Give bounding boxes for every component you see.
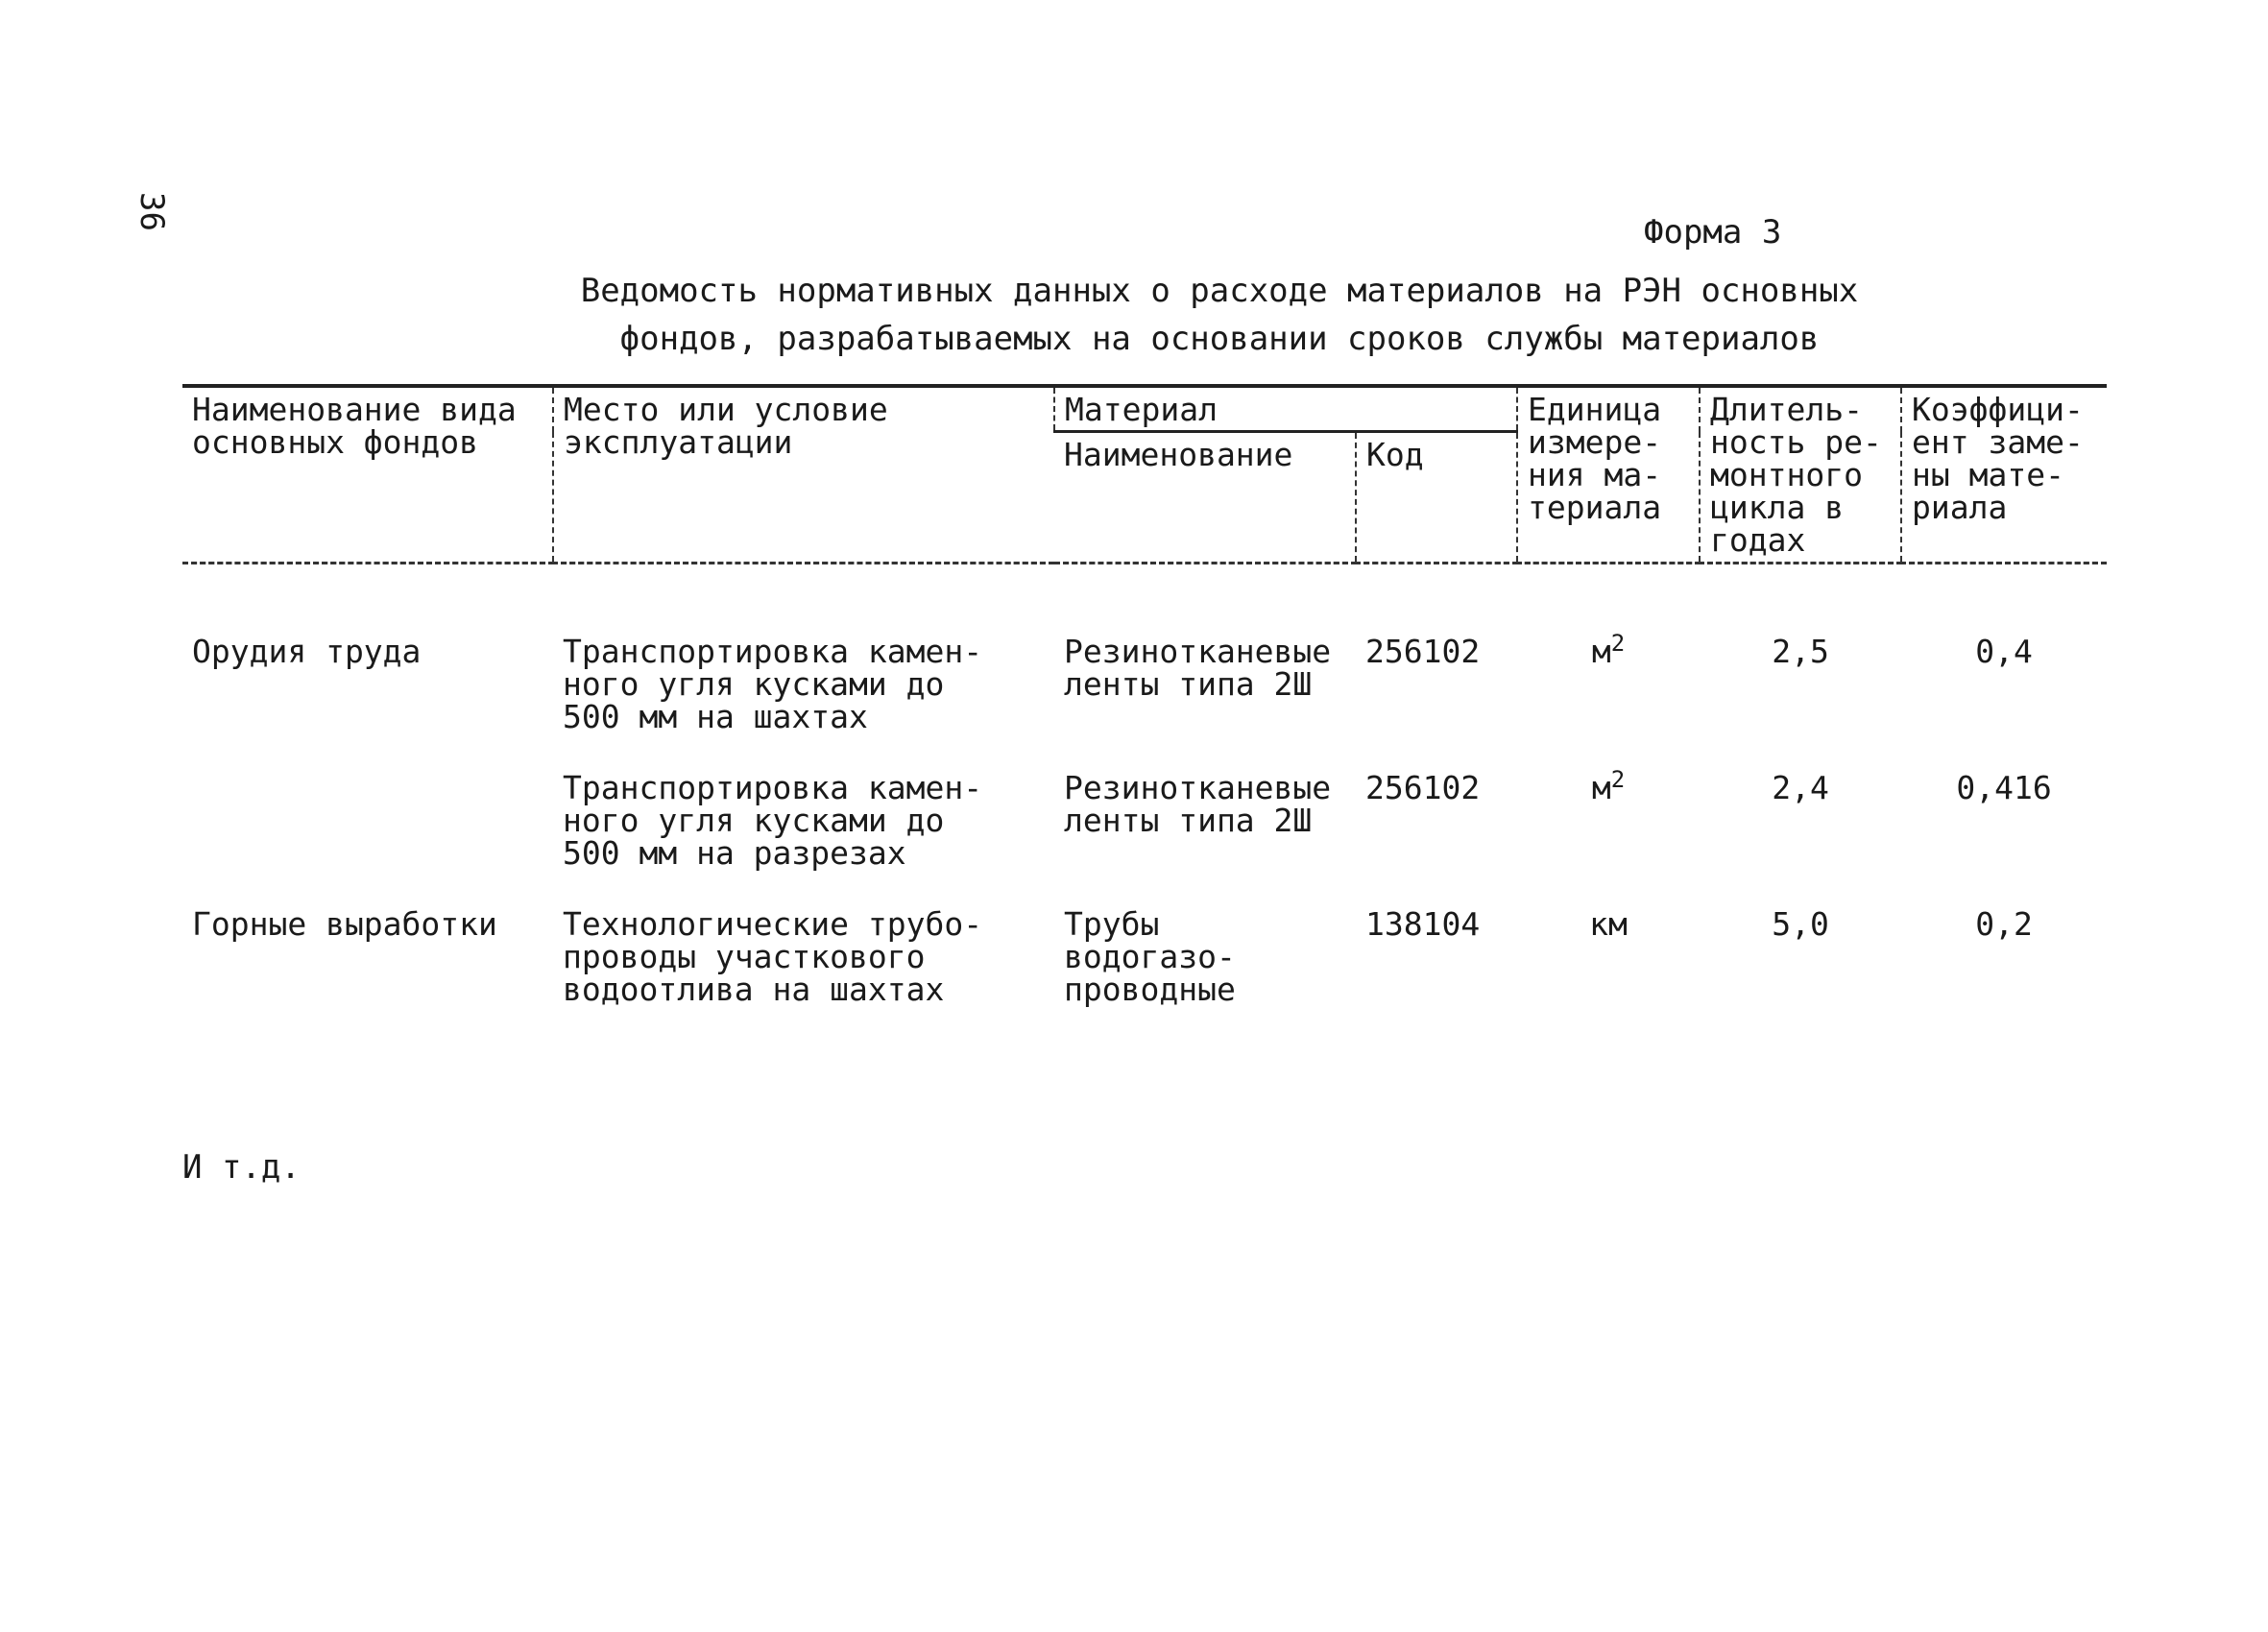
cell-material-name: Резинотканевые ленты типа 2Ш (1064, 769, 1332, 839)
header-coefficient: Коэффици- ент заме- ны мате- риала (1901, 386, 2107, 564)
header-material: Материал (1054, 386, 1517, 432)
cell-material-code: 138104 (1365, 905, 1481, 943)
cell-place: Технологические трубо- проводы участкового водоотлива на шахтах (563, 905, 983, 1008)
cell-asset-type (182, 733, 553, 870)
cell-duration: 2,4 (1772, 769, 1829, 806)
table-header (182, 386, 2107, 564)
unit-base: км (1589, 905, 1628, 943)
header-place: Место или условие эксплуатации (553, 386, 1054, 564)
cell-material-code: 256102 (1365, 769, 1481, 806)
unit-base: м (1591, 769, 1611, 806)
cell-material-code: 256102 (1365, 633, 1481, 670)
cell-duration: 5,0 (1772, 905, 1829, 943)
table-body (182, 564, 2107, 1007)
materials-table (182, 384, 2107, 1006)
cell-material-name: Трубы водогазо- проводные (1064, 905, 1236, 1008)
page-number: 36 (133, 192, 171, 231)
cell-place: Транспортировка камен- ного угля кусками до 500 мм на разрезах (563, 769, 983, 872)
header-material-name: Наименование (1064, 436, 1293, 473)
header-asset-type: Наименование вида основных фондов (192, 391, 517, 461)
cell-coefficient: 0,416 (1956, 769, 2052, 806)
cell-place: Транспортировка камен- ного угля кусками до 500 мм на шахтах (563, 633, 983, 735)
cell-asset-type: Орудия труда (192, 633, 422, 670)
header-material-code: Код (1356, 432, 1517, 564)
header-unit: Единица измере- ния ма- териала (1517, 386, 1700, 564)
cell-asset-type: Горные выработки (192, 905, 497, 943)
title-line-2: фондов, разрабатываемых на основании сроков службы материалов (619, 320, 1820, 358)
document-title (538, 267, 1901, 363)
cell-coefficient: 0,4 (1975, 633, 2033, 670)
etc-note: И т.д. (182, 1148, 301, 1187)
cell-material-name: Резинотканевые ленты типа 2Ш (1064, 633, 1332, 703)
table-row (182, 733, 2107, 870)
cell-coefficient: 0,2 (1975, 905, 2033, 943)
table-row (182, 870, 2107, 1006)
unit-exponent: 2 (1610, 766, 1626, 793)
cell-duration: 2,5 (1772, 633, 1829, 670)
unit-exponent: 2 (1610, 630, 1626, 657)
unit-base: м (1591, 633, 1611, 670)
form-label: Форма 3 (1644, 213, 1782, 252)
table-row (182, 564, 2107, 734)
cell-unit (1517, 733, 1700, 870)
cell-unit (1517, 564, 1700, 734)
header-duration: Длитель- ность ре- монтного цикла в годах (1700, 386, 1901, 564)
cell-unit (1517, 870, 1700, 1006)
title-line-1: Ведомость нормативных данных о расходе материалов на РЭН основных (580, 272, 1859, 310)
